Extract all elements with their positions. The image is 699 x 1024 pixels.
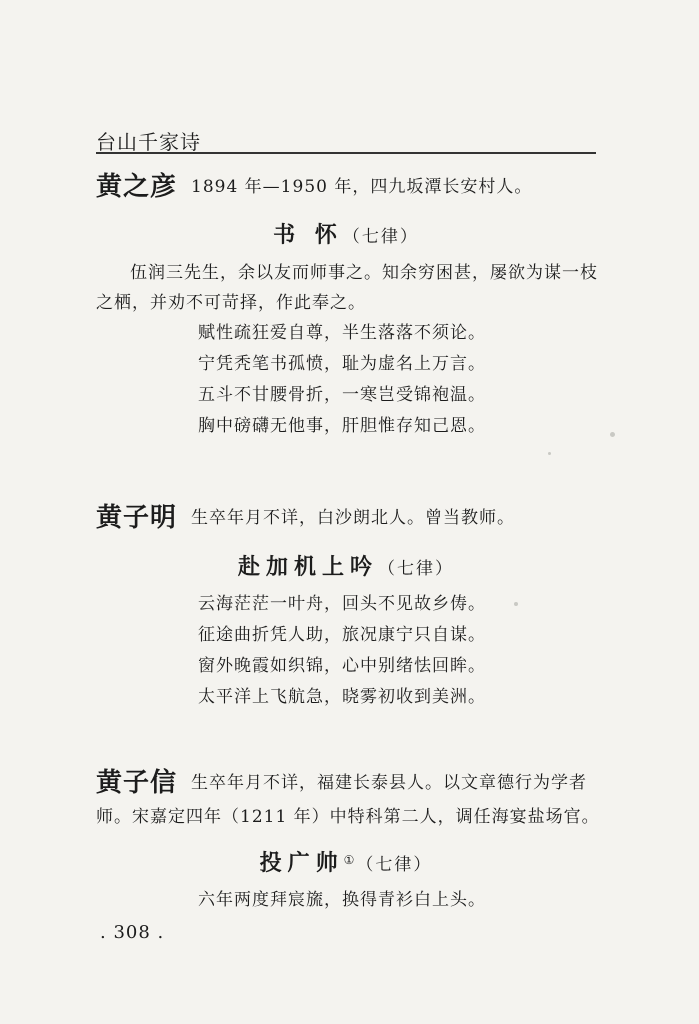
running-head: 台山千家诗	[96, 130, 201, 154]
poet-entry-3	[96, 762, 587, 799]
poem-verses-1	[198, 318, 486, 442]
poem-title-1	[96, 218, 596, 249]
footnote-marker: ①	[343, 852, 355, 867]
page-number: . 308 .	[100, 922, 165, 943]
scan-speck	[548, 452, 551, 455]
scan-speck	[514, 602, 518, 606]
verse-line: 云海茫茫一叶舟，回头不见故乡俦。	[198, 594, 486, 614]
poem-verses-3	[198, 885, 486, 916]
poet-entry-1	[96, 166, 532, 203]
header-rule	[96, 152, 596, 154]
poet-name: 黄之彦	[96, 172, 178, 202]
verse-line: 胸中磅礴无他事，肝胆惟存知己恩。	[198, 416, 486, 436]
verse-line: 太平洋上飞航急，晓雾初收到美洲。	[198, 687, 486, 707]
verse-line: 赋性疏狂爱自尊，半生落落不须论。	[198, 323, 486, 343]
poem-verses-2	[198, 589, 486, 713]
poem-title-3	[96, 846, 596, 877]
scan-speck	[610, 432, 615, 437]
poem-title-text: 书 怀	[273, 223, 343, 248]
verse-line: 征途曲折凭人助，旅况康宁只自谋。	[198, 625, 486, 645]
poet-entry-2	[96, 497, 515, 534]
poet-bio: 生卒年月不详，白沙朗北人。曾当教师。	[191, 508, 516, 528]
verse-line: 窗外晚霞如织锦，心中别绪怯回眸。	[198, 656, 486, 676]
poet-name: 黄子信	[96, 768, 178, 798]
poem-form: （七律）	[356, 855, 433, 875]
poem-preface: 伍润三先生，余以友而师事之。知余穷困甚，屡欲为谋一枝之栖，并劝不可苛择，作此奉之。	[96, 263, 598, 313]
poem-title-2	[96, 550, 596, 581]
poem-title-text: 投广帅	[259, 851, 344, 876]
poet-bio: 1894 年—1950 年，四九坂潭长安村人。	[191, 177, 533, 197]
verse-line: 六年两度拜宸旒，换得青衫白上头。	[198, 890, 486, 910]
poet-bio: 生卒年月不详，福建长泰县人。以文章德行为学者	[191, 773, 588, 793]
poem-form: （七律）	[378, 559, 454, 579]
poet-name: 黄子明	[96, 503, 178, 533]
poem-title-text: 赴加机上吟	[237, 555, 378, 580]
poet-bio-continued: 师。宋嘉定四年（1211 年）中特科第二人，调任海宴盐场官。	[96, 807, 600, 827]
verse-line: 五斗不甘腰骨折，一寒岂受锦袍温。	[198, 385, 486, 405]
verse-line: 宁凭秃笔书孤愤，耻为虚名上万言。	[198, 354, 486, 374]
poem-form: （七律）	[342, 227, 419, 247]
